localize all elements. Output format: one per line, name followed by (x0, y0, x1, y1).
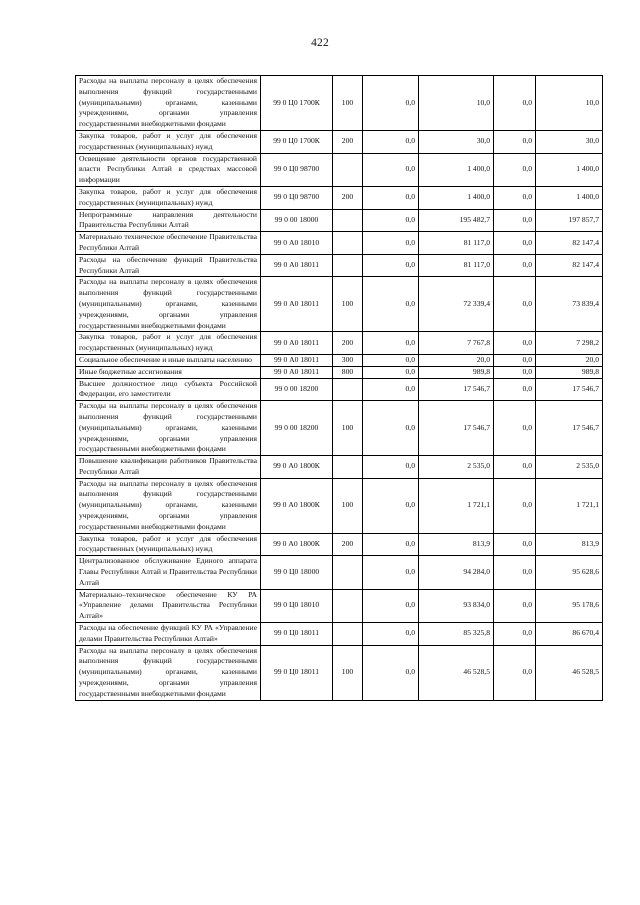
amount-col-2: 93 834,0 (419, 589, 494, 622)
budget-table (75, 75, 603, 701)
amount-col-2: 17 546,7 (419, 401, 494, 456)
expense-type-code: 100 (333, 277, 363, 332)
amount-col-2: 1 400,0 (419, 186, 494, 209)
target-article-code: 99 0 Ц0 98700 (261, 186, 333, 209)
amount-col-3: 0,0 (494, 354, 536, 366)
amount-col-1: 0,0 (363, 645, 419, 700)
expense-type-code: 200 (333, 130, 363, 153)
table-row (76, 254, 603, 277)
expense-type-code: 100 (333, 478, 363, 533)
amount-col-4: 82 147,4 (536, 254, 603, 277)
table-row (76, 556, 603, 589)
amount-col-2: 1 721,1 (419, 478, 494, 533)
expense-type-code (333, 378, 363, 401)
amount-col-1: 0,0 (363, 556, 419, 589)
amount-col-1: 0,0 (363, 209, 419, 232)
row-name: Непрограммные направления деятельности Правительства Республики Алтай (76, 209, 261, 232)
target-article-code: 99 0 А0 1800К (261, 533, 333, 556)
table-row (76, 277, 603, 332)
target-article-code: 99 0 А0 1800К (261, 456, 333, 479)
target-article-code: 99 0 А0 18011 (261, 332, 333, 355)
expense-type-code: 100 (333, 76, 363, 131)
amount-col-4: 86 670,4 (536, 623, 603, 646)
amount-col-3: 0,0 (494, 366, 536, 378)
amount-col-1: 0,0 (363, 478, 419, 533)
amount-col-4: 82 147,4 (536, 232, 603, 255)
expense-type-code (333, 456, 363, 479)
row-name: Освещение деятельности органов государственной власти Республики Алтай в средствах массовой информации (76, 153, 261, 186)
row-name: Закупка товаров, работ и услуг для обеспечения государственных (муниципальных) нужд (76, 332, 261, 355)
amount-col-3: 0,0 (494, 533, 536, 556)
row-name: Закупка товаров, работ и услуг для обеспечения государственных (муниципальных) нужд (76, 130, 261, 153)
amount-col-3: 0,0 (494, 277, 536, 332)
amount-col-2: 72 339,4 (419, 277, 494, 332)
amount-col-3: 0,0 (494, 401, 536, 456)
row-name: Расходы на выплаты персоналу в целях обеспечения выполнения функций государственными (муниципальными) органами, казенными учреждениями, органами управления государственными внебюджетными фондами (76, 277, 261, 332)
table-row (76, 378, 603, 401)
amount-col-1: 0,0 (363, 254, 419, 277)
amount-col-4: 73 839,4 (536, 277, 603, 332)
expense-type-code: 200 (333, 533, 363, 556)
amount-col-3: 0,0 (494, 209, 536, 232)
amount-col-3: 0,0 (494, 456, 536, 479)
table-row (76, 589, 603, 622)
expense-type-code: 100 (333, 401, 363, 456)
amount-col-3: 0,0 (494, 645, 536, 700)
expense-type-code: 200 (333, 186, 363, 209)
amount-col-2: 94 284,0 (419, 556, 494, 589)
expense-type-code: 300 (333, 354, 363, 366)
table-row (76, 153, 603, 186)
amount-col-4: 17 546,7 (536, 378, 603, 401)
amount-col-3: 0,0 (494, 254, 536, 277)
target-article-code: 99 0 А0 18011 (261, 366, 333, 378)
target-article-code: 99 0 Ц0 1700К (261, 76, 333, 131)
target-article-code: 99 0 00 18000 (261, 209, 333, 232)
row-name: Расходы на выплаты персоналу в целях обеспечения выполнения функций государственными (муниципальными) органами, казенными учреждениями, органами управления государственными внебюджетными фондами (76, 76, 261, 131)
table-row (76, 366, 603, 378)
amount-col-2: 989,8 (419, 366, 494, 378)
amount-col-4: 30,0 (536, 130, 603, 153)
amount-col-2: 85 325,8 (419, 623, 494, 646)
target-article-code: 99 0 Ц0 1700К (261, 130, 333, 153)
amount-col-4: 2 535,0 (536, 456, 603, 479)
amount-col-3: 0,0 (494, 623, 536, 646)
row-name: Расходы на выплаты персоналу в целях обеспечения выполнения функций государственными (муниципальными) органами, казенными учреждениями, органами управления государственными внебюджетными фондами (76, 645, 261, 700)
target-article-code: 99 0 Ц0 18000 (261, 556, 333, 589)
amount-col-1: 0,0 (363, 76, 419, 131)
target-article-code: 99 0 А0 18011 (261, 354, 333, 366)
amount-col-4: 10,0 (536, 76, 603, 131)
amount-col-4: 95 178,6 (536, 589, 603, 622)
target-article-code: 99 0 А0 18011 (261, 277, 333, 332)
row-name: Материально техническое обеспечение Правительства Республики Алтай (76, 232, 261, 255)
amount-col-1: 0,0 (363, 623, 419, 646)
table-row (76, 186, 603, 209)
amount-col-4: 7 298,2 (536, 332, 603, 355)
expense-type-code (333, 254, 363, 277)
table-row (76, 130, 603, 153)
amount-col-4: 95 628,6 (536, 556, 603, 589)
target-article-code: 99 0 Ц0 18011 (261, 645, 333, 700)
amount-col-4: 197 857,7 (536, 209, 603, 232)
row-name: Закупка товаров, работ и услуг для обеспечения государственных (муниципальных) нужд (76, 186, 261, 209)
page-number: 422 (311, 37, 329, 49)
amount-col-3: 0,0 (494, 130, 536, 153)
expense-type-code (333, 232, 363, 255)
table-row (76, 456, 603, 479)
amount-col-1: 0,0 (363, 232, 419, 255)
amount-col-1: 0,0 (363, 456, 419, 479)
expense-type-code: 800 (333, 366, 363, 378)
table-row (76, 209, 603, 232)
amount-col-4: 989,8 (536, 366, 603, 378)
amount-col-3: 0,0 (494, 478, 536, 533)
expense-type-code (333, 556, 363, 589)
amount-col-2: 7 767,8 (419, 332, 494, 355)
target-article-code: 99 0 Ц0 18011 (261, 623, 333, 646)
amount-col-2: 195 482,7 (419, 209, 494, 232)
target-article-code: 99 0 А0 18011 (261, 254, 333, 277)
row-name: Расходы на обеспечение функций КУ РА «Управление делами Правительства Республики Алтай» (76, 623, 261, 646)
table-row (76, 401, 603, 456)
amount-col-3: 0,0 (494, 556, 536, 589)
row-name: Иные бюджетные ассигнования (76, 366, 261, 378)
table-body (76, 76, 603, 701)
amount-col-1: 0,0 (363, 186, 419, 209)
row-name: Социальное обеспечение и иные выплаты населению (76, 354, 261, 366)
amount-col-4: 20,0 (536, 354, 603, 366)
row-name: Высшее должностное лицо субъекта Российской Федерации, его заместители (76, 378, 261, 401)
table-row (76, 232, 603, 255)
amount-col-2: 10,0 (419, 76, 494, 131)
expense-type-code: 200 (333, 332, 363, 355)
target-article-code: 99 0 А0 18010 (261, 232, 333, 255)
amount-col-1: 0,0 (363, 332, 419, 355)
table-row (76, 332, 603, 355)
amount-col-3: 0,0 (494, 232, 536, 255)
row-name: Материально–техническое обеспечение КУ РА «Управление делами Правительства Республики Алтай» (76, 589, 261, 622)
amount-col-4: 1 721,1 (536, 478, 603, 533)
amount-col-1: 0,0 (363, 277, 419, 332)
target-article-code: 99 0 Ц0 18010 (261, 589, 333, 622)
row-name: Расходы на выплаты персоналу в целях обеспечения выполнения функций государственными (муниципальными) органами, казенными учреждениями, органами управления государственными внебюджетными фондами (76, 478, 261, 533)
amount-col-2: 30,0 (419, 130, 494, 153)
amount-col-2: 46 528,5 (419, 645, 494, 700)
amount-col-1: 0,0 (363, 366, 419, 378)
amount-col-4: 46 528,5 (536, 645, 603, 700)
amount-col-4: 1 400,0 (536, 186, 603, 209)
row-name: Закупка товаров, работ и услуг для обеспечения государственных (муниципальных) нужд (76, 533, 261, 556)
table-row (76, 623, 603, 646)
amount-col-2: 1 400,0 (419, 153, 494, 186)
amount-col-2: 2 535,0 (419, 456, 494, 479)
amount-col-3: 0,0 (494, 378, 536, 401)
amount-col-3: 0,0 (494, 332, 536, 355)
row-name: Расходы на выплаты персоналу в целях обеспечения выполнения функций государственными (муниципальными) органами, казенными учреждениями, органами управления государственными внебюджетными фондами (76, 401, 261, 456)
row-name: Централизованное обслуживание Единого аппарата Главы Республики Алтай и Правительства Республики Алтай (76, 556, 261, 589)
table-row (76, 533, 603, 556)
target-article-code: 99 0 00 18200 (261, 401, 333, 456)
amount-col-2: 81 117,0 (419, 232, 494, 255)
amount-col-3: 0,0 (494, 186, 536, 209)
row-name: Расходы на обеспечение функций Правительства Республики Алтай (76, 254, 261, 277)
target-article-code: 99 0 Ц0 98700 (261, 153, 333, 186)
expense-type-code: 100 (333, 645, 363, 700)
target-article-code: 99 0 А0 1800К (261, 478, 333, 533)
amount-col-4: 17 546,7 (536, 401, 603, 456)
amount-col-4: 813,9 (536, 533, 603, 556)
amount-col-1: 0,0 (363, 378, 419, 401)
expense-type-code (333, 153, 363, 186)
target-article-code: 99 0 00 18200 (261, 378, 333, 401)
amount-col-2: 813,9 (419, 533, 494, 556)
table-row (76, 645, 603, 700)
row-name: Повышение квалификации работников Правительства Республики Алтай (76, 456, 261, 479)
amount-col-3: 0,0 (494, 76, 536, 131)
amount-col-1: 0,0 (363, 354, 419, 366)
expense-type-code (333, 623, 363, 646)
amount-col-1: 0,0 (363, 401, 419, 456)
amount-col-1: 0,0 (363, 589, 419, 622)
expense-type-code (333, 589, 363, 622)
amount-col-2: 81 117,0 (419, 254, 494, 277)
amount-col-2: 17 546,7 (419, 378, 494, 401)
amount-col-1: 0,0 (363, 130, 419, 153)
table-row (76, 478, 603, 533)
table-row (76, 76, 603, 131)
table-row (76, 354, 603, 366)
amount-col-3: 0,0 (494, 153, 536, 186)
amount-col-1: 0,0 (363, 153, 419, 186)
amount-col-2: 20,0 (419, 354, 494, 366)
amount-col-4: 1 400,0 (536, 153, 603, 186)
amount-col-3: 0,0 (494, 589, 536, 622)
expense-type-code (333, 209, 363, 232)
amount-col-1: 0,0 (363, 533, 419, 556)
